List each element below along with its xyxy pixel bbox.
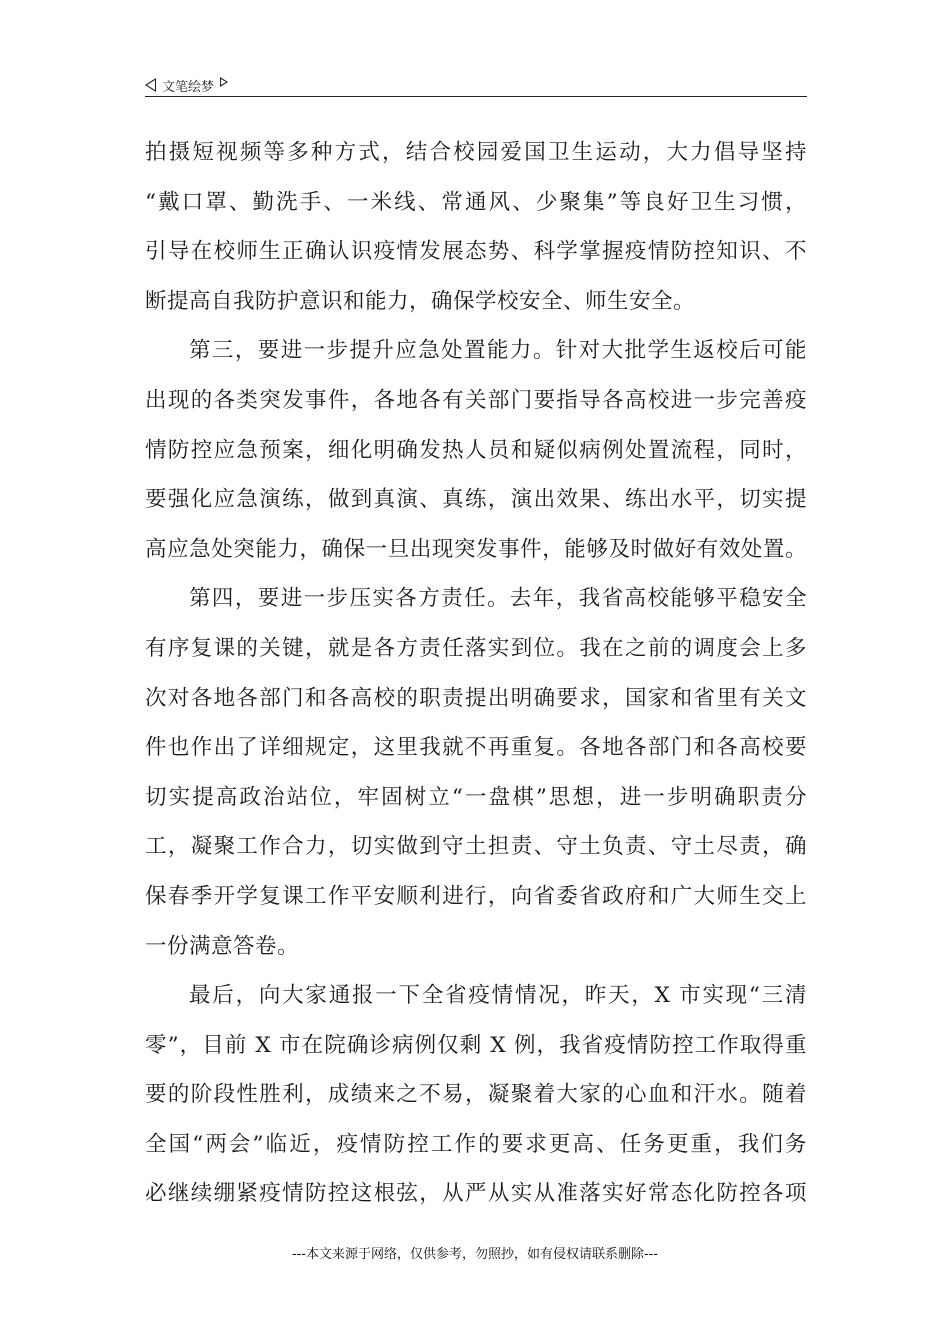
text-line: 全国“两会”临近，疫情防控工作的要求更高、任务更重，我们务 [145,1131,807,1157]
text-line: 保春季开学复课工作平安顺利进行，向省委省政府和广大师生交上 [145,883,807,909]
text-line: 次对各地各部门和各高校的职责提出明确要求，国家和省里有关文 [145,685,807,711]
text-line: “戴口罩、勤洗手、一米线、常通风、少聚集”等良好卫生习惯， [145,189,807,215]
text-line: 断提高自我防护意识和能力，确保学校安全、师生安全。 [145,288,696,314]
text-line: 引导在校师生正确认识疫情发展态势、科学掌握疫情防控知识、不 [145,239,807,265]
text-line: 一份满意答卷。 [145,933,300,959]
text-line: 工，凝聚工作合力，切实做到守土担责、守土负责、守土尽责，确 [145,834,807,860]
text-line: 拍摄短视频等多种方式，结合校园爱国卫生运动，大力倡导坚持 [145,140,807,165]
text-line: 切实提高政治站位，牢固树立“一盘棋”思想，进一步明确职责分 [145,784,807,810]
page-header [145,74,807,97]
header-title: 文笔绘梦 [162,79,215,95]
text-line: 最后，向大家通报一下全省疫情情况，昨天，X 市实现“三清 [189,983,807,1009]
text-line: 要强化应急演练，做到真演、真练，演出效果、练出水平，切实提 [145,487,807,513]
text-line: 出现的各类突发事件，各地各有关部门要指导各高校进一步完善疫 [145,387,807,413]
text-line: 第三，要进一步提升应急处置能力。针对大批学生返校后可能 [189,338,807,364]
text-line: 第四，要进一步压实各方责任。去年，我省高校能够平稳安全 [189,586,807,612]
text-line: 零”，目前 X 市在院确诊病例仅剩 X 例，我省疫情防控工作取得重 [145,1032,807,1058]
triangle-left-icon [145,78,156,92]
document-body [145,133,807,1224]
text-line: 要的阶段性胜利，成绩来之不易，凝聚着大家的心血和汗水。随着 [145,1082,807,1108]
text-line: 有序复课的关键，就是各方责任落实到位。我在之前的调度会上多 [145,635,807,661]
text-line: 必继续绷紧疫情防控这根弦，从严从实从准落实好常态化防控各项 [145,1181,807,1207]
text-line: 高应急处突能力，确保一旦出现突发事件，能够及时做好有效处置。 [145,536,807,562]
triangle-right-icon [220,77,228,87]
footer-disclaimer: ---本文来源于网络，仅供参考，勿照抄，如有侵权请联系删除--- [291,1247,659,1262]
text-line: 情防控应急预案，细化明确发热人员和疑似病例处置流程，同时， [145,437,807,463]
text-line: 件也作出了详细规定，这里我就不再重复。各地各部门和各高校要 [145,735,807,761]
